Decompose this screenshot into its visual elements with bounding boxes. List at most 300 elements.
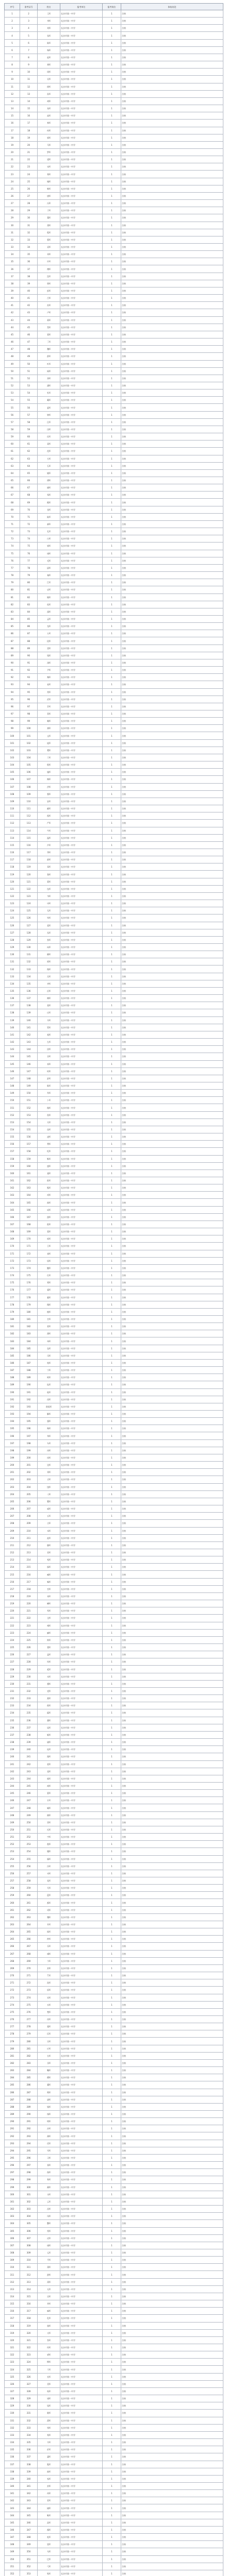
table-cell: 86	[5, 630, 20, 637]
table-cell: 合格	[121, 754, 223, 761]
table-cell: 合格	[121, 1337, 223, 1345]
table-cell: 长沙市第一中学	[60, 178, 103, 185]
table-cell: 合格	[121, 2198, 223, 2205]
table-cell: 长沙市第一中学	[60, 513, 103, 520]
table-cell: 长沙市第一中学	[60, 324, 103, 331]
table-cell: 99	[5, 725, 20, 732]
table-cell: 沿X	[38, 987, 60, 994]
table-cell: 99	[20, 718, 38, 725]
table-row	[5, 1564, 223, 1571]
table-cell: 278	[5, 2030, 20, 2038]
table-cell: 合格	[121, 1687, 223, 1694]
table-cell: 342	[20, 2490, 38, 2497]
table-cell: 219	[20, 1592, 38, 1600]
table-cell: 童X	[38, 1170, 60, 1177]
table-cell: 长沙市第一中学	[60, 674, 103, 681]
table-cell: 275	[5, 2008, 20, 2015]
table-cell: 合格	[121, 2015, 223, 2023]
table-cell: 72	[20, 520, 38, 528]
table-cell: 合格	[121, 1826, 223, 1833]
table-cell: 长沙市第一中学	[60, 1943, 103, 1950]
table-cell: 合格	[121, 2030, 223, 2038]
table-cell: 1	[103, 1024, 121, 1031]
table-cell: 长沙市第一中学	[60, 761, 103, 769]
table-cell: 许X	[38, 258, 60, 265]
table-cell: 合格	[121, 1177, 223, 1184]
table-cell: 长沙市第一中学	[60, 1987, 103, 1994]
table-row	[5, 2206, 223, 2213]
table-cell: 1	[103, 2249, 121, 2256]
table-cell: 100	[5, 732, 20, 739]
table-cell: 9	[20, 61, 38, 69]
table-cell: 巴X	[38, 2555, 60, 2563]
table-row	[5, 2504, 223, 2512]
table-cell: 长沙市第一中学	[60, 1177, 103, 1184]
table-cell: 8	[5, 61, 20, 69]
table-cell: 1	[103, 747, 121, 754]
table-cell: 长沙市第一中学	[60, 1199, 103, 1206]
table-cell: 长沙市第一中学	[60, 236, 103, 243]
table-cell: 合格	[121, 1644, 223, 1651]
table-cell: 236	[5, 1724, 20, 1731]
table-cell: 合格	[121, 2446, 223, 2453]
table-cell: 合格	[121, 1658, 223, 1666]
table-cell: 司X	[38, 1352, 60, 1359]
table-cell: 258	[20, 1877, 38, 1885]
table-cell: 127	[5, 929, 20, 936]
table-row	[5, 2461, 223, 2468]
table-cell: 合格	[121, 1002, 223, 1009]
table-cell: 212	[20, 1541, 38, 1549]
table-cell: 1	[103, 1221, 121, 1228]
table-cell: 长沙市第一中学	[60, 1972, 103, 1979]
table-cell: 1	[103, 1301, 121, 1308]
table-row	[5, 528, 223, 535]
table-cell: 1	[103, 1600, 121, 1607]
table-cell: 邬X	[38, 1564, 60, 1571]
table-cell: 长沙市第一中学	[60, 2038, 103, 2045]
table-cell: 长沙市第一中学	[60, 2468, 103, 2475]
table-cell: 长沙市第一中学	[60, 2213, 103, 2220]
table-row	[5, 645, 223, 652]
table-cell: 350	[5, 2555, 20, 2563]
table-cell: 300	[20, 2183, 38, 2191]
table-cell: 合格	[121, 163, 223, 171]
table-cell: 63	[5, 462, 20, 469]
table-row	[5, 1775, 223, 1782]
table-cell: 合格	[121, 2176, 223, 2183]
table-row	[5, 1388, 223, 1396]
table-row	[5, 1243, 223, 1250]
table-row	[5, 2213, 223, 2220]
table-row	[5, 586, 223, 594]
table-cell: 1	[103, 856, 121, 863]
table-cell: 145	[5, 1060, 20, 1067]
table-cell: 长沙市第一中学	[60, 907, 103, 914]
table-cell: 103	[5, 754, 20, 761]
table-row	[5, 2242, 223, 2249]
table-cell: 160	[20, 1162, 38, 1170]
table-cell: 17	[5, 127, 20, 134]
table-row	[5, 2482, 223, 2489]
table-cell: 171	[5, 1250, 20, 1257]
table-cell: 1	[103, 1739, 121, 1746]
table-cell: 合格	[121, 1257, 223, 1264]
table-cell: 14	[5, 105, 20, 112]
table-cell: 1	[103, 83, 121, 90]
table-cell: 宁X	[38, 1367, 60, 1374]
table-cell: 313	[20, 2278, 38, 2285]
table-cell: 1	[103, 1039, 121, 1046]
table-cell: 合格	[121, 1571, 223, 1578]
table-cell: 75	[20, 543, 38, 550]
table-cell: 卜X	[38, 1097, 60, 1104]
table-cell: 116	[5, 849, 20, 856]
table-cell: 长沙市第一中学	[60, 1337, 103, 1345]
table-cell: 1	[103, 2344, 121, 2351]
table-cell: 11	[5, 83, 20, 90]
table-cell: 合格	[121, 892, 223, 900]
table-cell: 合格	[121, 645, 223, 652]
table-cell: 窦X	[38, 1819, 60, 1826]
table-row	[5, 1717, 223, 1724]
table-cell: 17	[20, 120, 38, 127]
table-cell: 合格	[121, 732, 223, 739]
table-cell: 牧X	[38, 2570, 60, 2576]
table-cell: 1	[103, 637, 121, 645]
table-cell: 长沙市第一中学	[60, 652, 103, 659]
table-cell: 合格	[121, 2206, 223, 2213]
table-cell: 248	[5, 1811, 20, 1819]
table-cell: 章X	[38, 863, 60, 871]
table-cell: 邸X	[38, 1709, 60, 1717]
table-cell: 合格	[121, 1768, 223, 1775]
table-cell: 1	[103, 1804, 121, 1811]
table-cell: 弓X	[38, 2563, 60, 2570]
table-cell: 162	[5, 1184, 20, 1192]
table-row	[5, 900, 223, 907]
table-cell: 阳X	[38, 1221, 60, 1228]
table-cell: 冉X	[38, 1447, 60, 1454]
table-cell: 1	[103, 1250, 121, 1257]
table-cell: 乐X	[38, 1943, 60, 1950]
table-cell: 56	[20, 404, 38, 411]
table-cell: 合格	[121, 922, 223, 929]
table-row	[5, 185, 223, 192]
table-cell: 长沙市第一中学	[60, 214, 103, 222]
table-row	[5, 1090, 223, 1097]
table-cell: 105	[20, 761, 38, 769]
table-cell: 166	[5, 1213, 20, 1221]
table-cell: 合格	[121, 1155, 223, 1162]
table-cell: 扬X	[38, 2111, 60, 2118]
table-cell: 侯X	[38, 601, 60, 608]
table-row	[5, 302, 223, 309]
table-row	[5, 1381, 223, 1388]
table-cell: 153	[20, 1111, 38, 1118]
table-cell: 长沙市第一中学	[60, 2023, 103, 2030]
table-cell: 275	[20, 2001, 38, 2008]
table-cell: 长沙市第一中学	[60, 375, 103, 382]
table-cell: 80	[5, 586, 20, 594]
table-cell: 283	[20, 2059, 38, 2066]
table-cell: 合格	[121, 1301, 223, 1308]
table-cell: 1	[103, 543, 121, 550]
table-cell: 1	[103, 798, 121, 805]
table-cell: 1	[103, 244, 121, 251]
table-cell: 长沙市第一中学	[60, 1133, 103, 1141]
table-row	[5, 2373, 223, 2380]
table-cell: 楚X	[38, 2008, 60, 2015]
table-cell: 37	[20, 265, 38, 273]
table-row	[5, 2132, 223, 2140]
table-cell: 194	[20, 1411, 38, 1418]
table-cell: 任X	[38, 433, 60, 440]
table-cell: 83	[5, 608, 20, 615]
table-cell: 长沙市第一中学	[60, 2482, 103, 2489]
table-row	[5, 863, 223, 871]
table-cell: 合格	[121, 1578, 223, 1585]
table-cell: 238	[20, 1731, 38, 1738]
table-cell: 合格	[121, 90, 223, 97]
table-cell: 265	[5, 1936, 20, 1943]
table-row	[5, 2191, 223, 2198]
table-cell: 长沙市第一中学	[60, 1126, 103, 1133]
table-row	[5, 1760, 223, 1768]
table-cell: 长沙市第一中学	[60, 2257, 103, 2264]
table-cell: 合格	[121, 1075, 223, 1082]
table-cell: 1	[103, 1855, 121, 1862]
table-row	[5, 1585, 223, 1592]
table-cell: 长沙市第一中学	[60, 1024, 103, 1031]
table-cell: 长沙市第一中学	[60, 1666, 103, 1673]
table-cell: 52	[5, 382, 20, 389]
table-cell: 8	[20, 54, 38, 61]
table-cell: 27	[20, 192, 38, 199]
table-cell: 薄X	[38, 1330, 60, 1337]
table-cell: 合格	[121, 965, 223, 973]
table-cell: 285	[20, 2074, 38, 2081]
table-cell: 合格	[121, 1964, 223, 1972]
table-cell: 307	[5, 2242, 20, 2249]
table-cell: 308	[20, 2242, 38, 2249]
table-cell: 1	[103, 2059, 121, 2066]
table-cell: 丁X	[38, 338, 60, 346]
table-cell: 欧X	[38, 1177, 60, 1184]
table-cell: 长沙市第一中学	[60, 1804, 103, 1811]
table-row	[5, 987, 223, 994]
table-cell: 田X	[38, 426, 60, 433]
table-cell: 合格	[121, 1170, 223, 1177]
table-cell: 1	[103, 1651, 121, 1658]
table-cell: 47	[20, 338, 38, 346]
table-cell: 1	[103, 1790, 121, 1797]
table-cell: 20	[20, 141, 38, 148]
table-cell: 安X	[38, 798, 60, 805]
table-row	[5, 1687, 223, 1694]
table-cell: 长沙市第一中学	[60, 1235, 103, 1243]
table-cell: 合格	[121, 980, 223, 987]
table-cell: 235	[20, 1709, 38, 1717]
table-cell: 兰X	[38, 754, 60, 761]
table-cell: 长沙市第一中学	[60, 1534, 103, 1541]
table-cell: 合格	[121, 273, 223, 280]
table-row	[5, 192, 223, 199]
table-cell: 游X	[38, 1213, 60, 1221]
table-cell: 车X	[38, 1439, 60, 1447]
table-row	[5, 2322, 223, 2329]
table-cell: 路X	[38, 1104, 60, 1111]
table-cell: 1	[103, 2162, 121, 2169]
table-row	[5, 1447, 223, 1454]
table-row	[5, 2285, 223, 2293]
table-cell: 241	[5, 1760, 20, 1768]
table-row	[5, 2081, 223, 2089]
table-cell: 长沙市第一中学	[60, 1053, 103, 1060]
table-cell: 306	[5, 2234, 20, 2242]
table-cell: 汪X	[38, 418, 60, 426]
table-row	[5, 1680, 223, 1687]
table-cell: 长沙市第一中学	[60, 2563, 103, 2570]
table-cell: 合格	[121, 1541, 223, 1549]
table-cell: 165	[20, 1199, 38, 1206]
table-row	[5, 2453, 223, 2461]
table-cell: 合格	[121, 309, 223, 316]
table-cell: 植X	[38, 1308, 60, 1315]
table-cell: 长沙市第一中学	[60, 302, 103, 309]
table-cell: 215	[5, 1571, 20, 1578]
table-cell: 87	[20, 630, 38, 637]
table-row	[5, 2293, 223, 2300]
table-cell: 合格	[121, 2257, 223, 2264]
table-row	[5, 841, 223, 849]
table-cell: 木X	[38, 1673, 60, 1680]
table-cell: 长沙市第一中学	[60, 615, 103, 622]
table-cell: 157	[5, 1148, 20, 1155]
table-row	[5, 1804, 223, 1811]
table-cell: 205	[20, 1490, 38, 1498]
table-cell: 29	[5, 214, 20, 222]
table-cell: 合格	[121, 2038, 223, 2045]
table-cell: 174	[5, 1272, 20, 1279]
table-cell: 嵺X	[38, 1600, 60, 1607]
table-cell: 合格	[121, 1585, 223, 1592]
table-cell: 252	[5, 1841, 20, 1848]
table-row	[5, 148, 223, 156]
table-cell: 长沙市第一中学	[60, 1513, 103, 1520]
table-row	[5, 1622, 223, 1629]
table-cell: 1	[103, 2424, 121, 2431]
table-cell: 合格	[121, 1709, 223, 1717]
table-cell: 321	[5, 2344, 20, 2351]
table-row	[5, 18, 223, 25]
table-cell: 201	[20, 1462, 38, 1469]
table-cell: 186	[5, 1359, 20, 1366]
table-cell: 合格	[121, 185, 223, 192]
table-cell: 118	[5, 863, 20, 871]
table-cell: 1	[103, 849, 121, 856]
table-cell: 1	[103, 1067, 121, 1075]
table-cell: 长沙市第一中学	[60, 1111, 103, 1118]
table-cell: 1	[103, 1797, 121, 1804]
table-cell: 皮X	[38, 2234, 60, 2242]
table-cell: 1	[103, 1425, 121, 1432]
table-cell: 韩X	[38, 185, 60, 192]
table-cell: 178	[5, 1301, 20, 1308]
table-cell: 鞠X	[38, 2067, 60, 2074]
table-cell: 1	[103, 667, 121, 674]
table-cell: 辛X	[38, 1016, 60, 1024]
table-cell: 长沙市第一中学	[60, 2446, 103, 2453]
table-cell: 5	[20, 32, 38, 39]
table-cell: 合格	[121, 2045, 223, 2052]
table-cell: 1	[103, 1520, 121, 1527]
table-cell: 304	[20, 2213, 38, 2220]
table-cell: 长沙市第一中学	[60, 18, 103, 25]
table-cell: 长沙市第一中学	[60, 1016, 103, 1024]
table-cell: 长沙市第一中学	[60, 2490, 103, 2497]
table-cell: 合格	[121, 2468, 223, 2475]
table-cell: 靳X	[38, 1155, 60, 1162]
table-cell: 合格	[121, 1885, 223, 1892]
table-row	[5, 718, 223, 725]
table-cell: 266	[5, 1943, 20, 1950]
table-cell: 1	[103, 608, 121, 615]
table-cell: 1	[103, 944, 121, 951]
table-cell: 包X	[38, 1345, 60, 1352]
table-cell: 合格	[121, 18, 223, 25]
table-cell: 合格	[121, 1148, 223, 1155]
table-cell: 贲X	[38, 2380, 60, 2387]
table-cell: 277	[20, 2015, 38, 2023]
table-cell: 284	[5, 2074, 20, 2081]
table-cell: 蔡X	[38, 324, 60, 331]
table-cell: 1	[103, 951, 121, 958]
table-cell: 王X	[38, 10, 60, 18]
table-cell: 1	[103, 1680, 121, 1687]
table-cell: 冯X	[38, 200, 60, 207]
table-cell: 长沙市第一中学	[60, 1658, 103, 1666]
table-cell: 合格	[121, 2366, 223, 2373]
table-cell: 汲X	[38, 2519, 60, 2526]
table-cell: 李X	[38, 18, 60, 25]
table-cell: 1	[103, 1206, 121, 1213]
table-cell: 36	[20, 258, 38, 265]
table-cell: 303	[5, 2213, 20, 2220]
table-cell: 合格	[121, 637, 223, 645]
table-row	[5, 477, 223, 484]
table-cell: 艾X	[38, 1885, 60, 1892]
table-cell: 1	[103, 2410, 121, 2417]
table-cell: 高X	[38, 112, 60, 120]
table-cell: 合格	[121, 1513, 223, 1520]
table-cell: 84	[5, 615, 20, 622]
table-cell: 1	[103, 236, 121, 243]
table-cell: 毕X	[38, 914, 60, 922]
table-row	[5, 1592, 223, 1600]
table-cell: 20	[5, 148, 20, 156]
table-cell: 217	[5, 1585, 20, 1592]
table-row	[5, 2074, 223, 2081]
table-cell: 318	[5, 2322, 20, 2329]
table-cell: 长沙市第一中学	[60, 2191, 103, 2198]
table-cell: 90	[5, 659, 20, 666]
table-cell: 10	[5, 76, 20, 83]
table-cell: 萧X	[38, 2264, 60, 2271]
table-cell: 徐X	[38, 83, 60, 90]
table-cell: 117	[20, 849, 38, 856]
table-cell: 合格	[121, 178, 223, 185]
